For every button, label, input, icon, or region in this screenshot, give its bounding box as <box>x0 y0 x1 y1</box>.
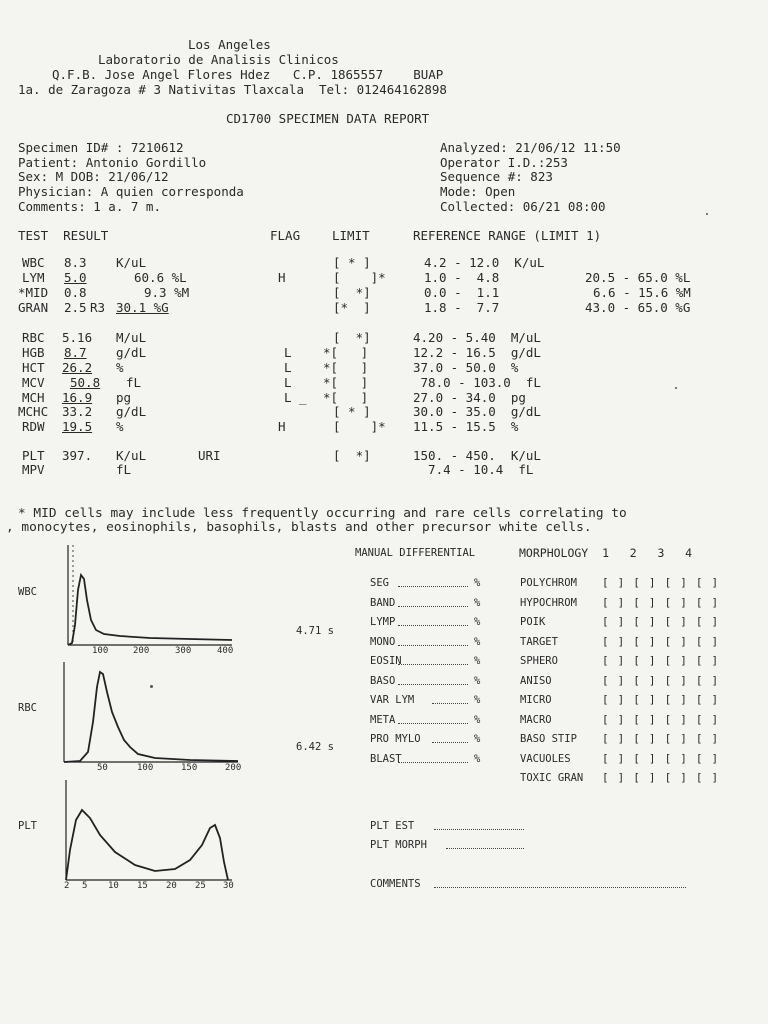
rbc-time: 6.42 s <box>296 741 334 753</box>
table-row-ref: 4.20 - 5.40 M/uL <box>413 330 541 345</box>
morph-checkboxes[interactable]: [ ] [ ] [ ] [ ] <box>602 634 720 648</box>
table-row-limit: [ *] <box>333 448 371 463</box>
uri-flag: URI <box>198 448 221 463</box>
diff-field[interactable] <box>432 703 468 704</box>
morph-label-poik: POIK <box>520 616 546 628</box>
table-row-test: RBC <box>22 330 45 345</box>
lab-address: 1a. de Zaragoza # 3 Nativitas Tlaxcala Tel: 012464162898 <box>18 82 447 97</box>
diff-field[interactable] <box>398 586 468 587</box>
col-flag: FLAG <box>270 228 301 243</box>
table-row-limit: *[ ] <box>323 390 369 405</box>
table-row-unit: % <box>116 419 124 434</box>
table-row-test: LYM <box>22 270 45 285</box>
diff-field[interactable] <box>398 606 468 607</box>
morph-checkboxes[interactable]: [ ] [ ] [ ] [ ] <box>602 576 720 589</box>
table-row-unit: % <box>116 360 124 375</box>
diff-label-mono: MONO <box>370 635 396 648</box>
table-row-result: 0.8 <box>64 285 87 300</box>
morph-checkboxes[interactable]: [ ] [ ] [ ] [ ] <box>602 595 720 609</box>
wbc-tick: 100 <box>92 646 109 656</box>
table-row-limit: *[ ] <box>323 360 369 375</box>
diff-label-pro-mylo: PRO MYLO <box>370 733 421 745</box>
rbc-tick: 100 <box>137 763 154 773</box>
diff-percent: % <box>474 616 481 628</box>
plt-est-label: PLT EST <box>370 820 415 832</box>
morph-checkboxes[interactable]: [ ] [ ] [ ] [ ] <box>602 673 720 687</box>
scan-speck <box>675 387 677 389</box>
table-row-unit: K/uL <box>116 255 147 270</box>
diff-percent: % <box>474 694 481 706</box>
table-row-unit: K/uL <box>116 448 147 463</box>
table-row-ref: 37.0 - 50.0 % <box>413 360 519 375</box>
table-row-ref: 0.0 - 1.1 <box>424 285 500 300</box>
table-row-flag: L <box>284 360 292 375</box>
diff-label-baso: BASO <box>370 674 396 687</box>
table-row-unit: M/uL <box>116 330 147 345</box>
morph-label-aniso: ANISO <box>520 674 552 687</box>
diff-percent: % <box>474 713 481 726</box>
table-row-pref: 6.6 - 15.6 %M <box>593 285 691 300</box>
table-row-test: HCT <box>22 360 45 375</box>
wbc-tick: 200 <box>133 646 150 656</box>
plt-graph-label: PLT <box>18 820 37 832</box>
plt-morph-label: PLT MORPH <box>370 839 427 851</box>
table-row-test: MCV <box>22 375 45 390</box>
table-row-ref: 30.0 - 35.0 g/dL <box>413 404 541 419</box>
diff-label-eosin: EOSIN <box>370 655 402 667</box>
table-row-test: MCH <box>22 390 45 405</box>
plt-tick: 2 <box>64 881 70 891</box>
table-row-ref: 11.5 - 15.5 % <box>413 419 519 434</box>
table-row-pref: 43.0 - 65.0 %G <box>585 300 691 315</box>
table-row-limit: [* ] <box>333 300 371 315</box>
table-row-ref: 7.4 - 10.4 fL <box>413 462 534 477</box>
morph-checkboxes[interactable]: [ ] [ ] [ ] [ ] <box>602 654 720 667</box>
diff-field[interactable] <box>398 664 468 665</box>
rbc-tick: 50 <box>97 763 108 773</box>
table-row-ref: 4.2 - 12.0 K/uL <box>424 255 545 270</box>
lab-chemist: Q.F.B. Jose Angel Flores Hdez C.P. 1865557 BUAP <box>52 67 444 82</box>
comments-field[interactable] <box>434 887 686 888</box>
diff-label-meta: META <box>370 713 396 726</box>
table-row-limit: *[ ] <box>323 375 369 390</box>
table-row-result: 8.3 <box>64 255 87 270</box>
morph-checkboxes[interactable]: [ ] [ ] [ ] [ ] <box>602 751 720 765</box>
morph-label-hypochrom: HYPOCHROM <box>520 596 577 609</box>
wbc-tick: 400 <box>217 646 234 656</box>
table-row-limit: [ *] <box>333 285 371 300</box>
scan-speck <box>150 685 153 688</box>
table-row-limit: [ ]* <box>333 419 386 434</box>
diff-label-var-lym: VAR LYM <box>370 694 415 706</box>
table-row-pct: 30.1 %G <box>116 300 169 315</box>
diff-percent: % <box>474 674 481 687</box>
operator-id: Operator I.D.:253 <box>440 155 568 170</box>
morph-checkboxes[interactable]: [ ] [ ] [ ] [ ] <box>602 771 720 784</box>
table-row-unit: g/dL <box>116 345 147 360</box>
table-row-test: WBC <box>22 255 45 270</box>
morph-checkboxes[interactable]: [ ] [ ] [ ] [ ] <box>602 712 720 726</box>
table-row-ref: 78.0 - 103.0 fL <box>413 375 541 390</box>
table-row-unit: g/dL <box>116 404 147 419</box>
table-row-ref: 1.0 - 4.8 <box>424 270 500 285</box>
col-test-result: TEST RESULT <box>18 228 109 243</box>
rbc-tick: 200 <box>225 763 242 773</box>
comments-label: COMMENTS <box>370 878 421 890</box>
table-row-ref: 27.0 - 34.0 pg <box>413 390 526 405</box>
plt-tick: 15 <box>137 881 148 891</box>
diff-label-blast: BLAST <box>370 752 402 765</box>
morph-label-macro: MACRO <box>520 713 552 726</box>
table-row-unit: fL <box>126 375 142 390</box>
table-row-test: GRAN <box>18 300 49 315</box>
lab-name: Laboratorio de Analisis Clinicos <box>98 52 339 67</box>
diff-percent: % <box>474 733 481 745</box>
rbc-graph-label: RBC <box>18 702 37 714</box>
diff-label-lymp: LYMP <box>370 616 396 628</box>
table-row-ref: 150. - 450. K/uL <box>413 448 541 463</box>
table-row-unit: fL <box>116 462 132 477</box>
diff-percent: % <box>474 577 481 589</box>
col-limit: LIMIT <box>332 228 370 243</box>
table-row-result: 26.2 <box>62 360 93 375</box>
plt-tick: 10 <box>108 881 119 891</box>
diff-field[interactable] <box>398 723 468 724</box>
table-row-flag: L _ <box>284 390 307 405</box>
rbc-tick: 150 <box>181 763 198 773</box>
morph-checkboxes[interactable]: [ ] [ ] [ ] [ ] <box>602 615 720 628</box>
table-row-limit: [ ]* <box>333 270 386 285</box>
analyzed: Analyzed: 21/06/12 11:50 <box>440 140 621 155</box>
sex-dob: Sex: M DOB: 21/06/12 <box>18 169 169 184</box>
morph-label-vacuoles: VACUOLES <box>520 752 571 765</box>
plt-tick: 30 <box>223 881 234 891</box>
diff-label-band: BAND <box>370 596 396 609</box>
mode: Mode: Open <box>440 184 516 199</box>
sequence: Sequence #: 823 <box>440 169 553 184</box>
table-row-flag: H <box>278 270 286 285</box>
manual-differential-heading: MANUAL DIFFERENTIAL <box>355 547 476 559</box>
table-row-limit: [ * ] <box>333 255 371 270</box>
table-row-result: 2.5 <box>64 300 87 315</box>
report-title: CD1700 SPECIMEN DATA REPORT <box>226 111 430 126</box>
morph-label-micro: MICRO <box>520 694 552 706</box>
diff-label-seg: SEG <box>370 577 389 589</box>
wbc-curve <box>68 575 232 645</box>
morph-label-toxic-gran: TOXIC GRAN <box>520 772 584 784</box>
table-row-flag: H <box>278 419 286 434</box>
table-row-test: MPV <box>22 462 45 477</box>
table-row-test: PLT <box>22 448 45 463</box>
diff-percent: % <box>474 635 481 648</box>
morph-checkboxes[interactable]: [ ] [ ] [ ] [ ] <box>602 693 720 706</box>
physician: Physician: A quien corresponda <box>18 184 244 199</box>
plt-tick: 5 <box>82 881 88 891</box>
table-row-result: 33.2 <box>62 404 93 419</box>
scan-speck <box>706 213 708 215</box>
table-row-flag: L <box>284 345 292 360</box>
table-row-limit: *[ ] <box>323 345 369 360</box>
morphology-heading: MORPHOLOGY 1 2 3 4 <box>519 546 693 560</box>
plt-tick: 20 <box>166 881 177 891</box>
table-row-pref: 20.5 - 65.0 %L <box>585 270 691 285</box>
morph-label-target: TARGET <box>520 635 558 648</box>
table-row-result: 19.5 <box>62 419 93 434</box>
table-row-flag-r3: R3 <box>90 300 106 315</box>
specimen-id: Specimen ID# : 7210612 <box>18 140 184 155</box>
table-row-ref: 1.8 - 7.7 <box>424 300 500 315</box>
table-row-result: 5.0 <box>64 270 87 285</box>
table-row-test: *MID <box>18 285 49 300</box>
lab-city: Los Angeles <box>188 37 271 52</box>
plt-morph-field[interactable] <box>446 848 524 849</box>
table-row-result: 397. <box>62 448 93 463</box>
diff-field[interactable] <box>398 625 468 626</box>
plt-curve <box>66 810 228 880</box>
diff-percent: % <box>474 655 481 667</box>
wbc-time: 4.71 s <box>296 625 334 637</box>
patient-name: Patient: Antonio Gordillo <box>18 155 207 170</box>
wbc-tick: 300 <box>175 646 192 656</box>
diff-percent: % <box>474 752 481 765</box>
table-row-result: 16.9 <box>62 390 93 405</box>
footnote-line2: , monocytes, eosinophils, basophils, blasts and other precursor white cells. <box>6 520 592 535</box>
table-row-test: MCHC <box>18 404 49 419</box>
wbc-graph-label: WBC <box>18 586 37 598</box>
morph-label-sphero: SPHERO <box>520 655 558 667</box>
morph-label-baso-stip: BASO STIP <box>520 733 577 745</box>
morph-checkboxes[interactable]: [ ] [ ] [ ] [ ] <box>602 732 720 745</box>
col-reference: REFERENCE RANGE (LIMIT 1) <box>413 228 602 243</box>
collected: Collected: 06/21 08:00 <box>440 199 606 214</box>
morph-label-polychrom: POLYCHROM <box>520 577 577 589</box>
table-row-unit: pg <box>116 390 132 405</box>
table-row-pct: 9.3 %M <box>144 285 190 300</box>
plt-tick: 25 <box>195 881 206 891</box>
table-row-result: 5.16 <box>62 330 93 345</box>
table-row-limit: [ * ] <box>333 404 371 419</box>
table-row-limit: [ *] <box>333 330 371 345</box>
table-row-test: HGB <box>22 345 45 360</box>
diff-percent: % <box>474 596 481 609</box>
table-row-ref: 12.2 - 16.5 g/dL <box>413 345 541 360</box>
diff-field[interactable] <box>398 762 468 763</box>
footnote-line1: * MID cells may include less frequently occurring and rare cells correlating to <box>18 506 627 521</box>
table-row-test: RDW <box>22 419 45 434</box>
table-row-result: 50.8 <box>70 375 101 390</box>
comments-line: Comments: 1 a. 7 m. <box>18 199 161 214</box>
plt-est-field[interactable] <box>434 829 524 830</box>
table-row-pct: 60.6 %L <box>134 270 187 285</box>
diff-field[interactable] <box>398 645 468 646</box>
diff-field[interactable] <box>432 742 468 743</box>
diff-field[interactable] <box>398 684 468 685</box>
table-row-result: 8.7 <box>64 345 87 360</box>
table-row-flag: L <box>284 375 292 390</box>
